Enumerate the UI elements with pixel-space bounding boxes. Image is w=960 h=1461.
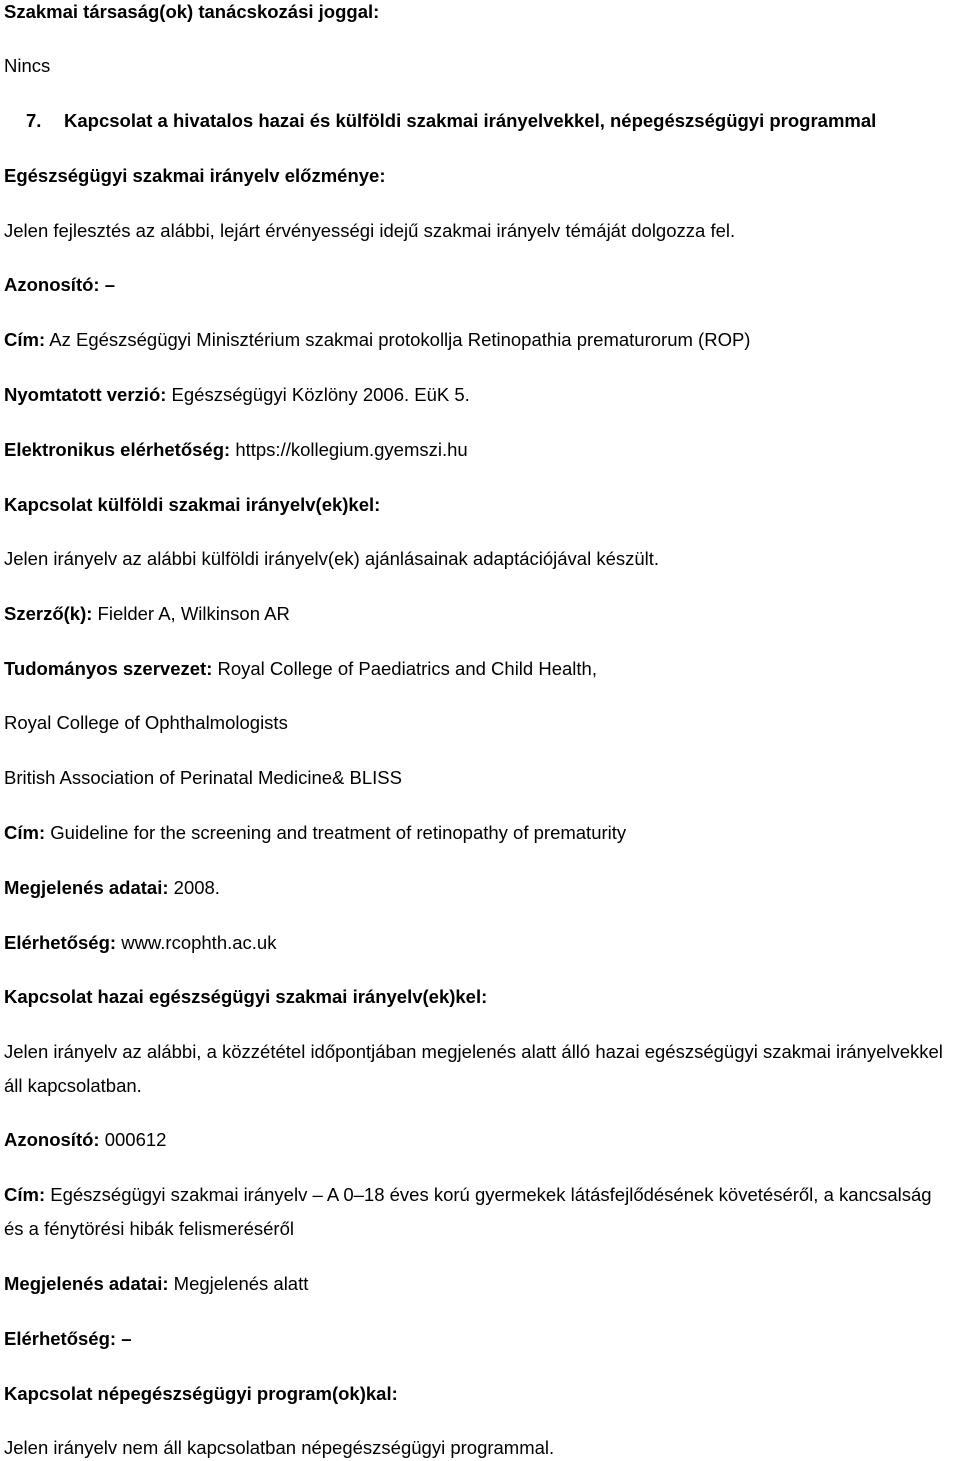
field-value: Megjelenés alatt	[168, 1273, 309, 1294]
field-label: Elérhetőség: –	[4, 1328, 132, 1349]
value-text: Nincs	[4, 55, 51, 76]
heading-text: Kapcsolat hazai egészségügyi szakmai irányelv(ek)kel:	[4, 986, 488, 1007]
field-value: 000612	[99, 1129, 167, 1150]
public-health-statement	[4, 1437, 956, 1459]
field-label: Szerző(k):	[4, 603, 93, 624]
domestic-availability	[4, 1328, 956, 1350]
predecessor-online-access	[4, 439, 956, 461]
field-label: Azonosító:	[4, 1129, 100, 1150]
field-label: Megjelenés adatai:	[4, 1273, 169, 1294]
field-value: Egészségügyi Közlöny 2006. EüK 5.	[166, 384, 470, 405]
field-value: British Association of Perinatal Medicine& BLISS	[4, 767, 402, 788]
field-label: Azonosító: –	[4, 274, 115, 295]
paragraph-text: Jelen irányelv nem áll kapcsolatban népegészségügyi programmal.	[4, 1437, 555, 1458]
foreign-organization-line-2	[4, 712, 956, 734]
domestic-title	[4, 1178, 956, 1246]
field-value: Az Egészségügyi Minisztérium szakmai protokollja Retinopathia prematurorum (ROP)	[45, 329, 751, 350]
advisory-societies-heading	[4, 1, 956, 23]
paragraph-text: Jelen fejlesztés az alábbi, lejárt érvényességi idejű szakmai irányelv témáját dolgozza fel.	[4, 220, 736, 241]
foreign-title	[4, 822, 956, 844]
foreign-authors	[4, 603, 956, 625]
field-label: Cím:	[4, 329, 46, 350]
field-value: 2008.	[168, 877, 220, 898]
field-value: https://kollegium.gyemszi.hu	[230, 439, 468, 460]
predecessor-id	[4, 274, 956, 296]
predecessor-heading	[4, 165, 956, 187]
foreign-guidelines-intro	[4, 548, 956, 570]
field-label: Elektronikus elérhetőség:	[4, 439, 231, 460]
field-value: Fielder A, Wilkinson AR	[92, 603, 290, 624]
predecessor-title	[4, 329, 956, 351]
predecessor-print-version	[4, 384, 956, 406]
predecessor-intro	[4, 220, 956, 242]
foreign-guidelines-heading	[4, 494, 956, 516]
field-label: Cím:	[4, 1184, 46, 1205]
section-7-heading	[4, 110, 956, 132]
heading-text: Egészségügyi szakmai irányelv előzménye:	[4, 165, 386, 186]
heading-text: Kapcsolat népegészségügyi program(ok)kal:	[4, 1383, 398, 1404]
field-label: Tudományos szervezet:	[4, 658, 213, 679]
field-label: Cím:	[4, 822, 46, 843]
field-value: Royal College of Paediatrics and Child Health,	[212, 658, 597, 679]
field-value: Egészségügyi szakmai irányelv – A 0–18 éves korú gyermekek látásfejlődésének követéséről, a kancsalság és a fénytörési hibák felismeréséről	[4, 1184, 932, 1239]
field-value: Guideline for the screening and treatment of retinopathy of prematurity	[45, 822, 627, 843]
section-number: 7.	[26, 110, 42, 131]
field-label: Nyomtatott verzió:	[4, 384, 167, 405]
paragraph-text: Jelen irányelv az alábbi külföldi irányelv(ek) ajánlásainak adaptációjával készült.	[4, 548, 660, 569]
field-value: Royal College of Ophthalmologists	[4, 712, 288, 733]
section-title: Kapcsolat a hivatalos hazai és külföldi szakmai irányelvekkel, népegészségügyi programmal	[64, 110, 877, 131]
field-label: Elérhetőség:	[4, 932, 117, 953]
field-value: www.rcophth.ac.uk	[116, 932, 277, 953]
foreign-organization	[4, 658, 956, 680]
public-health-heading	[4, 1383, 956, 1405]
domestic-guidelines-heading	[4, 986, 956, 1008]
field-label: Megjelenés adatai:	[4, 877, 169, 898]
advisory-societies-value	[4, 55, 956, 77]
heading-text: Kapcsolat külföldi szakmai irányelv(ek)kel:	[4, 494, 381, 515]
domestic-id	[4, 1129, 956, 1151]
domestic-guidelines-intro	[4, 1035, 956, 1103]
paragraph-text: Jelen irányelv az alábbi, a közzététel időpontjában megjelenés alatt álló hazai egészségügyi szakmai irányelvekkel áll kapcsolatban.	[4, 1041, 943, 1096]
foreign-organization-line-3	[4, 767, 956, 789]
domestic-publication	[4, 1273, 956, 1295]
heading-text: Szakmai társaság(ok) tanácskozási joggal:	[4, 1, 380, 22]
foreign-publication	[4, 877, 956, 899]
foreign-availability	[4, 932, 956, 954]
